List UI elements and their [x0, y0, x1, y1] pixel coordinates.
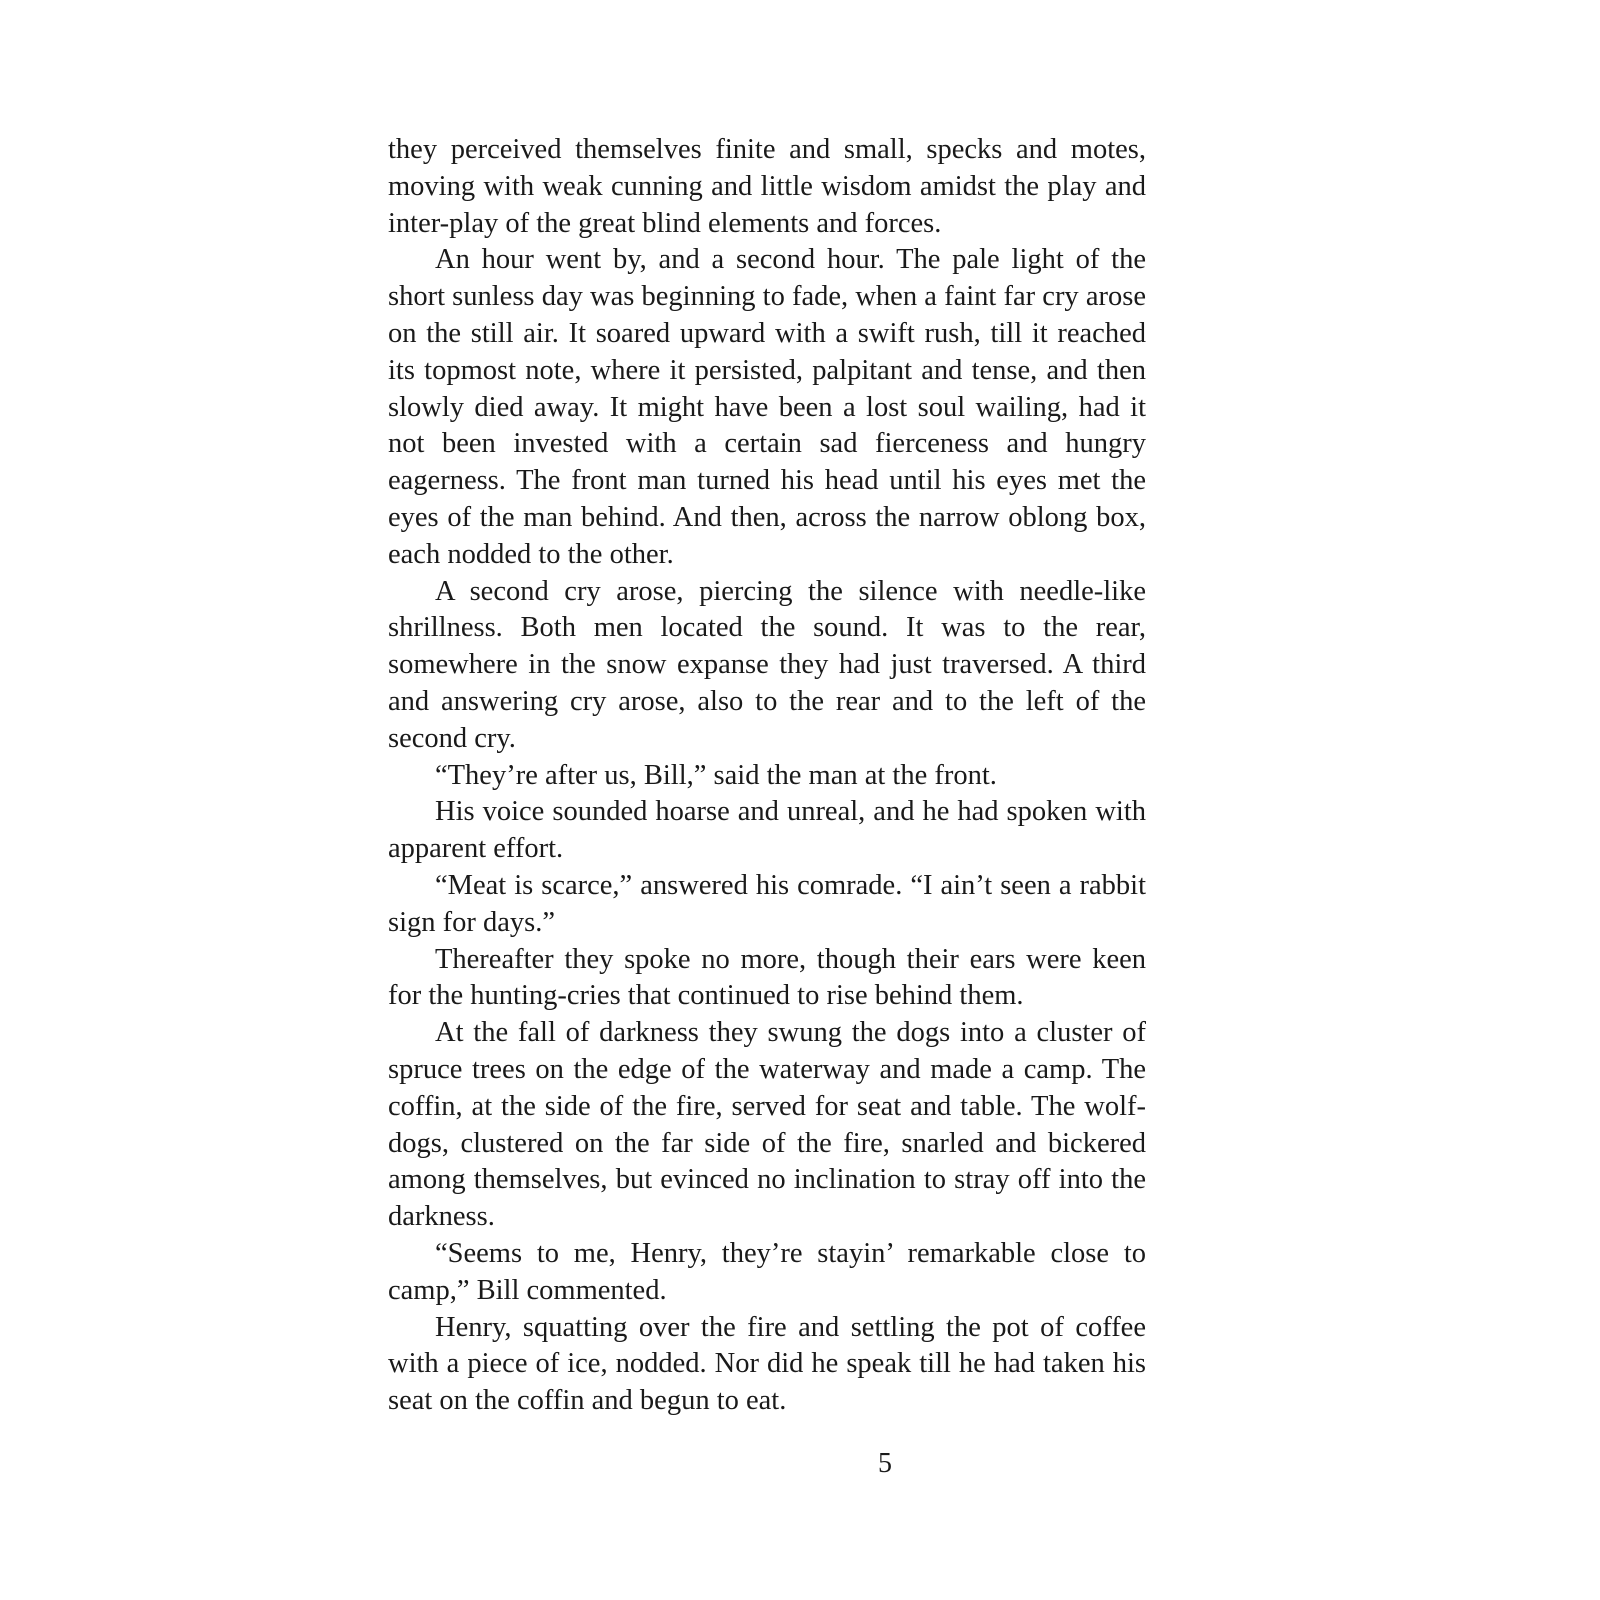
paragraph: Thereafter they spoke no more, though their ears were keen for the hunting-cries that continued to rise behind them.: [388, 943, 1146, 1012]
page-number: 5: [878, 1448, 892, 1479]
paragraph: At the fall of darkness they swung the dogs into a cluster of spruce trees on the edge of the waterway and made a camp. The coffin, at the side of the fire, served for seat and table. The wolf-dogs, clustered on the far side of the fire, snarled and bickered among themselves, but evinced no inclination to stray off into the darkness.: [388, 1017, 1146, 1233]
paragraph: A second cry arose, piercing the silence with needle-like shrillness. Both men located the sound. It was to the rear, somewhere in the snow expanse they had just traversed. A third and answering cry arose, also to the rear and to the left of the second cry.: [388, 575, 1146, 754]
paragraph-continued: they perceived themselves finite and small, specks and motes, moving with weak cunning and little wisdom amidst the play and inter-play of the great blind elements and forces.: [388, 134, 1146, 239]
paragraph: “Seems to me, Henry, they’re stayin’ remarkable close to camp,” Bill commented.: [388, 1237, 1146, 1306]
paragraph: “Meat is scarce,” answered his comrade. “I ain’t seen a rabbit sign for days.”: [388, 869, 1146, 938]
paragraph: “They’re after us, Bill,” said the man at the front.: [435, 759, 997, 791]
paragraph: An hour went by, and a second hour. The pale light of the short sunless day was beginning to fade, when a faint far cry arose on the still air. It soared upward with a swift rush, till it reached its topmost note, where it persisted, palpitant and tense, and then slowly died away. It might have been a lost soul wailing, had it not been invested with a certain sad fierceness and hungry eagerness. The front man turned his head until his eyes met the eyes of the man behind. And then, across the narrow oblong box, each nodded to the other.: [388, 244, 1146, 570]
paragraph: His voice sounded hoarse and unreal, and he had spoken with apparent effort.: [388, 796, 1146, 865]
paragraph: Henry, squatting over the fire and settling the pot of coffee with a piece of ice, nodded. Nor did he speak till he had taken his seat on the coffin and begun to eat.: [388, 1311, 1146, 1417]
body-text: [388, 132, 1146, 1420]
